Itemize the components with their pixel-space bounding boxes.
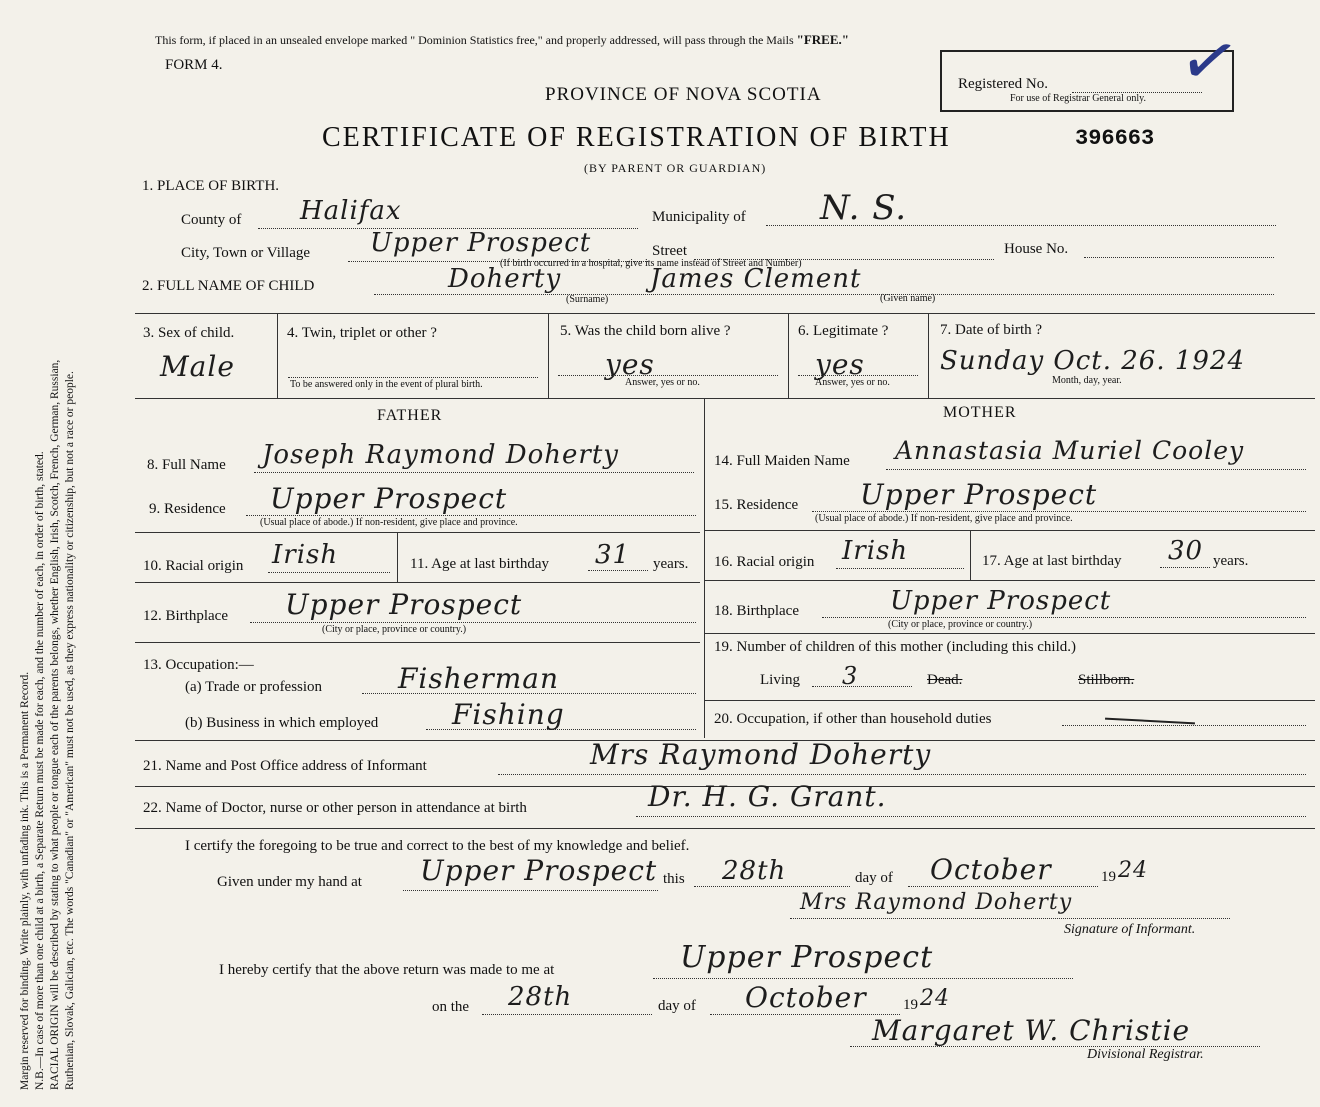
dob-label: 7. Date of birth ? xyxy=(940,322,1043,338)
mother-age: 30 xyxy=(1168,536,1204,566)
given-note: (Given name) xyxy=(880,293,936,304)
given-day: 28th xyxy=(722,856,787,886)
checkmark-icon: ✓ xyxy=(1172,18,1246,107)
given-day-of-label: day of xyxy=(855,870,893,886)
mother-racial: Irish xyxy=(842,536,909,566)
margin-note-2: N.B.—In case of more than one child at a birth, a Separate Return must be made for each, and the number of each, in order of birth, stated. xyxy=(34,451,46,1090)
margin-note-3: RACIAL ORIGIN will be described by stating to what people or tongue each of the parents belongs, whether English, Irish, Scotch, French, German, Russian, xyxy=(49,359,61,1090)
given-month: October xyxy=(930,853,1052,886)
given-under-label: Given under my hand at xyxy=(217,874,362,890)
sex-value: Male xyxy=(160,350,235,383)
certify-text: I certify the foregoing to be true and correct to the best of my knowledge and belief. xyxy=(185,838,690,854)
living-label: Living xyxy=(760,672,800,688)
given-year-suffix: 24 xyxy=(1118,858,1148,883)
doctor-value: Dr. H. G. Grant. xyxy=(648,780,887,813)
alive-value: yes xyxy=(605,348,655,381)
business-label: (b) Business in which employed xyxy=(185,715,379,731)
father-birthplace-label: 12. Birthplace xyxy=(143,608,228,624)
father-birthplace: Upper Prospect xyxy=(285,588,523,621)
registrar-month: October xyxy=(745,981,867,1014)
postal-note: This form, if placed in an unsealed envelope marked " Dominion Statistics free," and properly addressed, will pass through the Mails "FREE." xyxy=(155,32,849,47)
mother-name-label: 14. Full Maiden Name xyxy=(714,453,850,469)
dead-label: Dead. xyxy=(927,672,963,688)
father-residence-note: (Usual place of abode.) If non-resident, give place and province. xyxy=(260,517,518,528)
mother-racial-label: 16. Racial origin xyxy=(714,554,815,570)
child-given-name: James Clement xyxy=(650,264,862,294)
given-year-prefix: 19 xyxy=(1101,869,1116,885)
legitimate-value: yes xyxy=(815,348,865,381)
alive-label: 5. Was the child born alive ? xyxy=(560,323,731,339)
registered-note: For use of Registrar General only. xyxy=(1010,93,1146,104)
children-count-label: 19. Number of children of this mother (including this child.) xyxy=(714,639,1077,655)
house-label: House No. xyxy=(1004,241,1069,257)
province-heading: PROVINCE OF NOVA SCOTIA xyxy=(545,84,822,105)
registrar-day: 28th xyxy=(508,982,573,1012)
mother-birthplace: Upper Prospect xyxy=(890,586,1112,616)
child-surname: Doherty xyxy=(448,264,562,294)
registrar-year-prefix: 19 xyxy=(903,997,918,1013)
registrar-certify-text: I hereby certify that the above return was made to me at xyxy=(219,962,555,978)
registered-label: Registered No. xyxy=(958,76,1048,92)
surname-note: (Surname) xyxy=(566,294,609,305)
mother-occupation-label: 20. Occupation, if other than household duties xyxy=(714,711,992,727)
mother-residence-note: (Usual place of abode.) If non-resident, give place and province. xyxy=(815,513,1073,524)
form-number: FORM 4. xyxy=(165,57,223,73)
legitimate-label: 6. Legitimate ? xyxy=(798,323,889,339)
certificate-number: 396663 xyxy=(1075,126,1155,151)
stillborn-label: Stillborn. xyxy=(1078,672,1135,688)
father-racial-label: 10. Racial origin xyxy=(143,558,244,574)
municipality-label: Municipality of xyxy=(652,209,746,225)
father-name: Joseph Raymond Doherty xyxy=(262,440,619,470)
father-residence-label: 9. Residence xyxy=(149,501,226,517)
father-occupation-label: 13. Occupation:— xyxy=(143,657,254,673)
registrar-place: Upper Prospect xyxy=(680,940,934,975)
father-business: Fishing xyxy=(452,698,565,731)
father-trade: Fisherman xyxy=(398,662,560,695)
sex-label: 3. Sex of child. xyxy=(143,325,235,341)
father-residence: Upper Prospect xyxy=(270,482,508,515)
county-value: Halifax xyxy=(300,196,402,226)
mother-birthplace-note: (City or place, province or country.) xyxy=(888,619,1033,630)
registrar-signature: Margaret W. Christie xyxy=(872,1014,1191,1047)
given-place: Upper Prospect xyxy=(420,854,658,887)
street-label: Street xyxy=(652,243,687,259)
mother-birthplace-label: 18. Birthplace xyxy=(714,603,799,619)
mother-heading: MOTHER xyxy=(943,404,1017,421)
place-of-birth-label: 1. PLACE OF BIRTH. xyxy=(142,178,280,194)
dob-value: Sunday Oct. 26. 1924 xyxy=(940,346,1246,376)
twin-label: 4. Twin, triplet or other ? xyxy=(287,325,437,341)
city-label: City, Town or Village xyxy=(181,245,311,261)
margin-notes xyxy=(18,360,78,1090)
informant-label: 21. Name and Post Office address of Informant xyxy=(143,758,427,774)
county-label: County of xyxy=(181,212,242,228)
this-label: this xyxy=(663,871,685,887)
mother-residence: Upper Prospect xyxy=(860,478,1098,511)
father-age-label: 11. Age at last birthday xyxy=(410,556,549,572)
mother-age-label: 17. Age at last birthday xyxy=(982,553,1122,569)
father-name-label: 8. Full Name xyxy=(147,457,226,473)
page-subtitle: (BY PARENT OR GUARDIAN) xyxy=(584,161,767,175)
city-value: Upper Prospect xyxy=(370,228,592,258)
trade-label: (a) Trade or profession xyxy=(185,679,323,695)
informant-value: Mrs Raymond Doherty xyxy=(590,738,932,771)
street-note: (If birth occurred in a hospital, give its name instead of Street and Number) xyxy=(500,258,802,269)
registrar-year-suffix: 24 xyxy=(920,986,950,1011)
father-racial: Irish xyxy=(272,540,339,570)
living-value: 3 xyxy=(842,662,859,690)
father-age: 31 xyxy=(595,540,631,570)
doctor-label: 22. Name of Doctor, nurse or other person in attendance at birth xyxy=(143,800,527,816)
dob-note: Month, day, year. xyxy=(1052,375,1122,386)
margin-note-1: Margin reserved for binding. Write plainly, with unfading ink. This is a Permanent Record. xyxy=(19,671,31,1090)
legitimate-note: Answer, yes or no. xyxy=(815,377,890,388)
informant-signature-label: Signature of Informant. xyxy=(1064,922,1196,937)
father-heading: FATHER xyxy=(377,407,443,424)
twin-note: To be answered only in the event of plural birth. xyxy=(290,379,483,390)
registrar-signature-label: Divisional Registrar. xyxy=(1087,1047,1204,1062)
registrar-day-of-label: day of xyxy=(658,998,696,1014)
mother-years: years. xyxy=(1213,553,1249,569)
father-years: years. xyxy=(653,556,689,572)
alive-note: Answer, yes or no. xyxy=(625,377,700,388)
child-name-label: 2. FULL NAME OF CHILD xyxy=(142,278,315,294)
informant-signature: Mrs Raymond Doherty xyxy=(800,890,1073,915)
municipality-value: N. S. xyxy=(820,188,908,228)
father-birthplace-note: (City or place, province or country.) xyxy=(322,624,467,635)
margin-note-4: Ruthenian, Slovak, Galician, etc. The words "Canadian" or "American" must not be used, as they express nationality or citizenship, but not a race or people. xyxy=(64,371,76,1090)
on-the-label: on the xyxy=(432,999,470,1015)
page-title: CERTIFICATE OF REGISTRATION OF BIRTH xyxy=(322,122,951,153)
mother-residence-label: 15. Residence xyxy=(714,497,799,513)
mother-name: Annastasia Muriel Cooley xyxy=(895,436,1245,465)
